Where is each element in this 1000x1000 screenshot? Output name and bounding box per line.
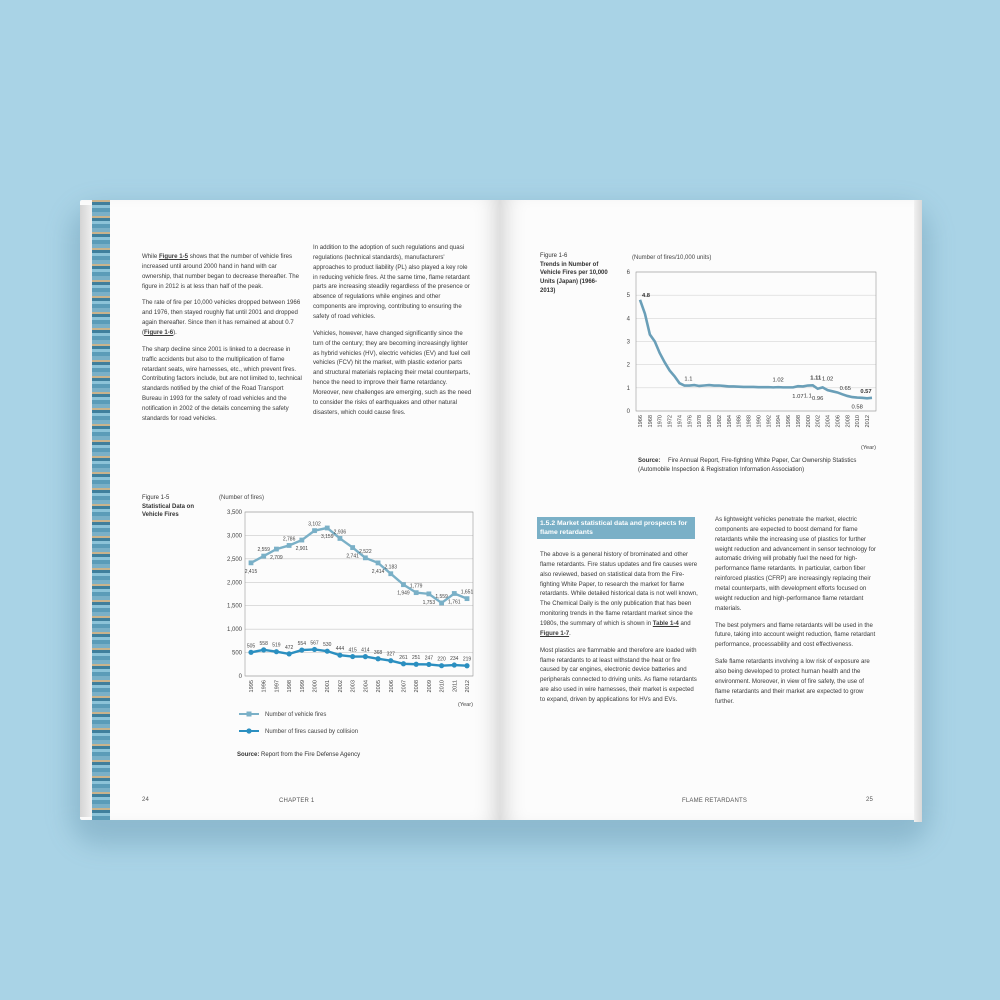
figure-link[interactable]: Figure 1-5 (158, 253, 189, 260)
x-tick-label: 2008 (845, 415, 852, 428)
x-tick-label: 2002 (337, 680, 344, 693)
figure-link[interactable]: Figure 1-6 (144, 329, 174, 337)
x-tick-label: 1974 (677, 415, 684, 428)
data-point (312, 647, 317, 652)
x-tick-label: 1982 (716, 415, 723, 428)
data-point (325, 526, 330, 531)
data-point (350, 654, 355, 659)
data-point (401, 582, 406, 587)
data-label: 2,559 (257, 547, 270, 554)
x-tick-label: 1988 (746, 415, 753, 428)
data-label: 2,183 (384, 564, 398, 571)
paragraph: Most plastics are flammable and therefore are loaded with flame retardants to at least withstand the heat or fire caused by car engines, electronic device batteries and peripherals connected to driving units. As flame retardants are also used in wire harnesses, their market is expected to expand, driven by applications for HVs and EVs. (540, 646, 697, 704)
x-tick-label: 1992 (766, 415, 773, 428)
data-point (325, 649, 330, 654)
running-head-left: CHAPTER 1 (279, 798, 315, 804)
x-tick-label: 2012 (465, 680, 471, 693)
data-label: 1,949 (397, 590, 410, 597)
figure-1-5-chart (215, 490, 477, 765)
paragraph: Safe flame retardants involving a low risk of exposure are also being developed to protect human health and the environment. Moreover, in view of fire safety, the use of flame retardants and their market are expected to grow further. (715, 658, 870, 705)
x-tick-label: 1995 (249, 680, 255, 693)
x-tick-label: 2003 (350, 680, 357, 693)
data-label: 3,102 (308, 521, 321, 528)
data-point (312, 528, 317, 533)
page-number-right: 25 (866, 797, 874, 803)
data-label: 220 (437, 656, 446, 663)
data-label: 0.96 (812, 395, 824, 402)
data-point (375, 656, 380, 661)
x-tick-label: 1978 (697, 415, 704, 428)
figure-title: Statistical Data on Vehicle Fires (142, 503, 195, 519)
data-point (401, 661, 406, 666)
legend-label: Number of vehicle fires (265, 712, 327, 718)
data-point (439, 601, 444, 606)
right-column-1 (540, 550, 700, 712)
paragraph: The best polymers and flame retardants will be used in the future, taking into account weight reduction, flame retardant performance, processability and cost effectiveness. (715, 621, 876, 649)
y-tick-label: 1,500 (226, 603, 242, 610)
y-tick-label: 3,500 (226, 510, 242, 516)
paragraph: The above is a general history of brominated and other flame retardants. Fire status updates and fire causes were also reviewed, based on statistical data from the Fire-fighting White Paper, to research the market for flame retardants. While detailed historical data is not well known, The Chemical Daily is the only publication that has been monitoring trends in the flame retardant market since the 1980s, the summary of which is shown in Table 1-4 and Figure 1-7. (540, 551, 698, 637)
data-label: 1,753 (422, 599, 436, 606)
x-tick-label: 2005 (376, 680, 383, 693)
data-label: 444 (335, 646, 345, 653)
y-tick-label: 2 (626, 362, 630, 369)
data-label: 261 (399, 654, 408, 661)
data-point (452, 591, 457, 596)
x-tick-label: 2010 (439, 680, 446, 693)
data-label: 2,901 (295, 546, 309, 553)
data-label: 1,559 (435, 593, 448, 600)
y-tick-label: 1,000 (226, 627, 242, 634)
x-tick-label: 1994 (776, 415, 783, 428)
data-point (261, 647, 266, 652)
data-point (388, 571, 393, 576)
figure-1-6-chart (618, 248, 886, 456)
data-point (261, 554, 266, 559)
legend-label: Number of fires caused by collision (265, 729, 359, 735)
data-label: 234 (450, 656, 459, 663)
y-tick-label: 6 (626, 270, 630, 276)
x-tick-label: 1998 (287, 680, 294, 693)
paragraph: As lightweight vehicles penetrate the market, electric components are expected to boost demand for flame retardants while the increasing use of plastics for further weight reduction and advancement in sensor technology for automatic driving will probably fuel the need for high-performance flame retardants. In particular, carbon fiber reinforced plastics (CFRP) are increasingly replacing their metal counterparts, with development efforts focused on weight reduction and high-performance flame retardant materials. (715, 516, 876, 612)
data-label: 414 (361, 647, 370, 654)
x-tick-label: 2002 (815, 415, 822, 428)
y-tick-label: 3,000 (226, 533, 242, 540)
y-tick-label: 0 (238, 674, 242, 680)
data-label: 2,522 (359, 548, 372, 555)
data-point (338, 536, 343, 541)
data-point (287, 543, 292, 548)
x-tick-label: 1968 (647, 415, 654, 428)
series-line (251, 649, 467, 665)
data-point (439, 663, 444, 668)
figure-title: Trends in Number of Vehicle Fires per 10,000 Units (Japan) (1966-2013) (540, 261, 608, 294)
right-column-2 (715, 515, 877, 713)
data-label: 1.1 (803, 393, 812, 400)
data-point (350, 545, 355, 550)
data-point (363, 555, 368, 560)
x-tick-label: 2000 (805, 415, 812, 428)
data-point (452, 662, 457, 667)
data-label: 554 (297, 641, 306, 648)
data-label: 0.65 (839, 385, 851, 392)
data-label: 1.1 (684, 376, 693, 383)
y-tick-label: 1 (626, 385, 630, 392)
data-label: 1.02 (821, 376, 834, 383)
y-tick-label: 500 (231, 650, 242, 657)
data-point (464, 663, 469, 668)
data-label: 1.07 (792, 394, 804, 401)
x-tick-label: 2004 (825, 415, 832, 428)
data-point (414, 590, 419, 595)
x-axis-label: (Year) (860, 445, 876, 451)
x-tick-label: 2001 (325, 680, 332, 693)
x-tick-label: 2010 (855, 415, 862, 428)
table-link[interactable]: Table 1-4 (652, 620, 679, 628)
data-label: 2,415 (244, 568, 258, 575)
data-point (426, 662, 431, 667)
x-tick-label: 1990 (756, 415, 763, 428)
data-point (274, 649, 279, 654)
data-label: 472 (284, 644, 294, 651)
data-label: 415 (348, 647, 357, 654)
x-tick-label: 2006 (835, 415, 842, 428)
x-axis-label: (Year) (457, 702, 473, 708)
x-tick-label: 2008 (414, 680, 421, 693)
data-label: 505 (246, 643, 256, 650)
x-tick-label: 1999 (299, 680, 306, 693)
data-label: 1.11 (810, 375, 822, 382)
data-label: 219 (462, 656, 472, 663)
data-label: 558 (259, 640, 268, 647)
data-point (299, 647, 304, 652)
y-tick-label: 0 (626, 409, 630, 415)
data-label: 1.02 (772, 377, 784, 384)
paragraph: The rate of fire per 10,000 vehicles dropped between 1966 and 1976, then stayed roughly flat until 2001 and dropped again thereafter. Since then it has remained at about 0.7 (Figure 1-6). (142, 299, 301, 337)
data-label: 2,709 (270, 555, 283, 562)
left-page-image-bleed (92, 200, 110, 820)
figure-1-5-caption (142, 494, 212, 520)
data-point (299, 538, 304, 543)
right-page-edge (914, 200, 922, 822)
data-label: 3,159 (320, 533, 334, 540)
x-tick-label: 1976 (687, 415, 694, 428)
x-tick-label: 2006 (388, 680, 395, 693)
left-column-2 (313, 243, 473, 425)
figure-link[interactable]: Figure 1-7 (540, 629, 570, 637)
data-label: 0.58 (851, 404, 863, 411)
y-tick-label: 3 (626, 339, 630, 346)
data-point (414, 662, 419, 667)
x-tick-label: 1998 (795, 415, 802, 428)
data-label: 251 (412, 655, 421, 662)
y-tick-label: 2,500 (226, 556, 242, 563)
data-point (388, 658, 393, 663)
data-label: 247 (424, 655, 434, 662)
x-tick-label: 2000 (312, 680, 319, 693)
x-tick-label: 1996 (786, 415, 793, 428)
x-tick-label: 1980 (707, 415, 714, 428)
figure-1-6-source: Source: Fire Annual Report, Fire-fighting White Paper, Car Ownership Statistics (Automobile Inspection & Registration Information Association) (638, 458, 857, 473)
data-label: 2,414 (371, 568, 385, 575)
data-label: 2,741 (346, 553, 359, 560)
x-tick-label: 1970 (657, 415, 664, 428)
data-label: 1,651 (460, 589, 474, 596)
data-point (363, 654, 368, 659)
data-label: 519 (272, 642, 281, 649)
running-head-right: FLAME RETARDANTS (682, 798, 748, 804)
figure-1-5-source: Source: Report from the Fire Defense Agency (237, 752, 361, 758)
paragraph: The sharp decline since 2001 is linked to a decrease in traffic accidents but also to the multiplication of flame retardant seats, wire harnesses, etc., which prevent fires. Contributing factors include, but are not limited to, technical standards notified by the chief of the Road Transport Bureau in 1993 for the safety of road vehicles and the notification in 2002 of the details concerning the safety standards for road vehicles. (142, 345, 302, 422)
y-axis-label: (Number of fires) (219, 495, 265, 501)
data-label: 327 (386, 651, 395, 658)
y-tick-label: 2,000 (226, 580, 242, 587)
data-label: 0.57 (860, 388, 872, 395)
page-number-left: 24 (142, 797, 150, 803)
x-tick-label: 2004 (363, 680, 370, 693)
data-label: 567 (310, 640, 319, 647)
y-tick-label: 5 (626, 293, 630, 300)
data-point (465, 596, 470, 601)
legend-marker (247, 712, 252, 717)
x-tick-label: 2009 (426, 680, 433, 693)
x-tick-label: 1997 (274, 680, 281, 693)
data-label: 2,936 (333, 529, 347, 536)
paragraph: In addition to the adoption of such regulations and quasi regulations (technical standards), manufacturers' approaches to product liability (PL) also played a key role in reducing vehicle fires. At the same time, flame retardant parts are increasing steadily regardless of the presence or absence of regulations while engines and other components are improving, contributing to ensuring the safety of road vehicles. (313, 244, 470, 321)
x-tick-label: 2011 (452, 680, 459, 693)
data-point (426, 591, 431, 596)
figure-1-6-caption (540, 252, 608, 295)
x-tick-label: 2007 (401, 680, 408, 693)
figure-number: Figure 1-5 (142, 495, 170, 501)
x-tick-label: 1986 (736, 415, 743, 428)
data-label: 368 (373, 649, 383, 656)
x-tick-label: 1984 (726, 415, 733, 428)
data-label: 530 (323, 642, 332, 649)
data-point (249, 560, 254, 565)
data-label: 1,761 (448, 599, 461, 606)
section-heading: 1.5.2 Market statistical data and prospects for flame retardants (537, 517, 695, 539)
y-axis-label: (Number of fires/10,000 units) (632, 255, 712, 261)
left-page-edge (80, 205, 92, 817)
data-point (287, 651, 292, 656)
y-tick-label: 4 (626, 316, 630, 323)
left-column-1 (142, 252, 302, 431)
data-label: 4.8 (641, 292, 651, 299)
data-point (274, 547, 279, 552)
data-point (376, 560, 381, 565)
data-label: 1,779 (409, 583, 423, 590)
x-tick-label: 1966 (638, 415, 644, 428)
x-tick-label: 1996 (261, 680, 268, 693)
figure-number: Figure 1-6 (540, 253, 568, 259)
data-label: 2,786 (282, 536, 296, 543)
data-point (248, 650, 253, 655)
data-point (337, 653, 342, 658)
paragraph: Vehicles, however, have changed significantly since the turn of the century; they are becoming increasingly lighter as hybrid vehicles (HV), electric vehicles (EV) and fuel cell vehicles (FCV) hit the market, with plastic exterior parts and structural materials replacing their metal counterparts, hence the need to improve their flame retardancy. Moreover, new challenges are emerging, such as the need to consider the risks of earthquakes and other natural disasters, which could cause fires. (313, 329, 472, 416)
legend-marker (246, 728, 251, 733)
x-tick-label: 2012 (865, 415, 872, 428)
paragraph: While Figure 1-5 shows that the number of vehicle fires increased until around 2000 hand in hand with car ownership, that number began to decrease thereafter. The figure in 2012 is at less than half of the peak. (142, 253, 300, 290)
x-tick-label: 1972 (667, 415, 674, 428)
